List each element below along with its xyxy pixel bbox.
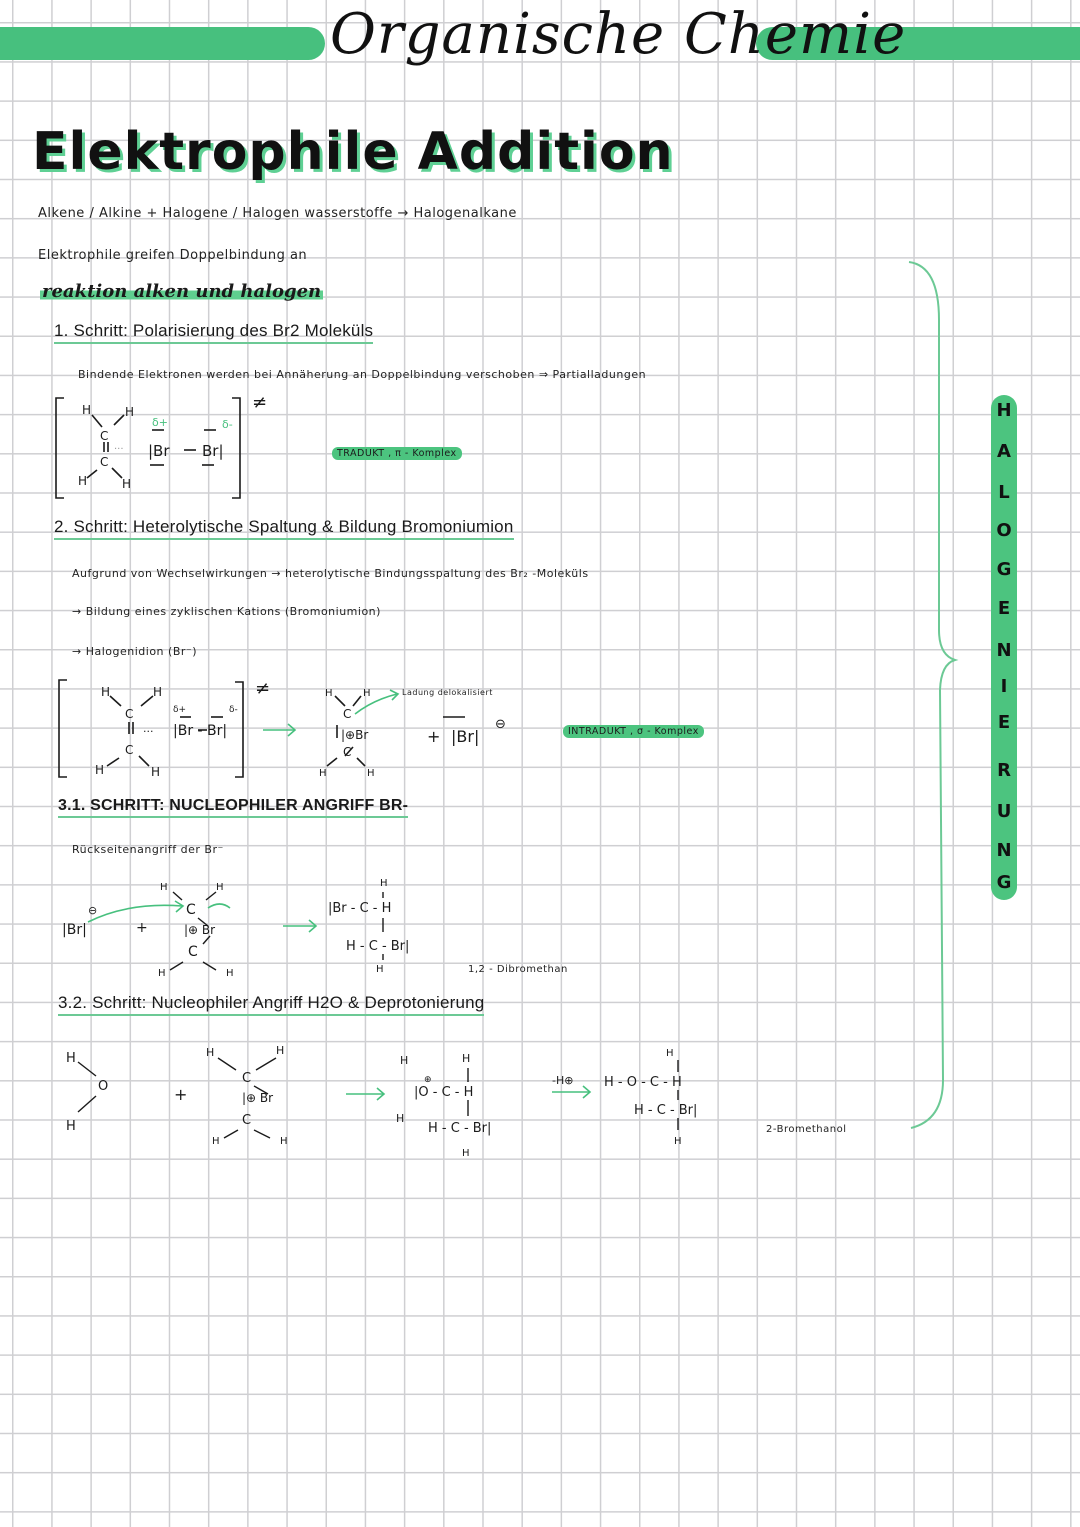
svg-text:H: H [158,968,166,979]
svg-text:δ+: δ+ [152,416,168,429]
svg-text:δ+: δ+ [173,705,187,715]
svg-text:|Br - C - H: |Br - C - H [328,901,392,916]
svg-text:|Br|: |Br| [451,727,480,746]
svg-text:C: C [100,455,109,469]
step-1-structure [52,390,292,505]
svg-text:H: H [78,474,88,488]
step-2-title: 2. Schritt: Heterolytische Spaltung & Bildung Bromoniumion [54,517,514,540]
step-1-text: Bindende Elektronen werden bei Annäherung an Doppelbindung verschoben ⇒ Partialladungen [78,368,647,381]
svg-text:C: C [343,707,352,721]
svg-text:δ-: δ- [229,705,238,715]
step-2-badge: INTRADUKT , σ - Komplex [563,725,704,738]
svg-text:|⊕ Br: |⊕ Br [184,923,216,937]
svg-text:H - C - Br|: H - C - Br| [634,1103,698,1118]
svg-text:···: ··· [114,444,124,455]
svg-text:C: C [188,944,198,960]
svg-text:O: O [98,1079,109,1094]
svg-text:C: C [242,1071,252,1086]
svg-text:+: + [136,920,148,936]
sidebar-letter: U [996,801,1012,822]
svg-text:H: H [363,688,371,699]
sidebar-letter: E [997,712,1011,733]
svg-text:H: H [66,1051,76,1066]
svg-text:H: H [400,1054,409,1067]
svg-text:H: H [462,1148,470,1159]
step-3-2-title: 3.2. Schritt: Nucleophiler Angriff H2O & Deprotonierung [58,993,484,1016]
svg-text:H: H [101,685,111,699]
curly-brace [905,260,965,1135]
step-2-text-1: Aufgrund von Wechselwirkungen → heterolytische Bindungsspaltung des Br₂ -Moleküls [72,567,589,580]
svg-text:|Br: |Br [148,442,170,460]
svg-text:⊖: ⊖ [88,904,98,917]
intro-line-1: Alkene / Alkine + Halogene / Halogen wasserstoffe → Halogenalkane [38,206,517,221]
sidebar-letter: R [997,760,1011,781]
main-heading: Elektrophile Addition [32,122,674,182]
step-2-text-3: → Halogenidion (Br⁻) [72,645,197,658]
svg-text:|Br - Br|: |Br - Br| [173,723,228,739]
highlight-subtitle: reaktion alken und halogen [42,281,322,302]
step-1-title: 1. Schritt: Polarisierung des Br2 Moleküls [54,321,373,344]
svg-text:H: H [280,1136,288,1147]
svg-text:H: H [380,878,388,889]
svg-text:⊕: ⊕ [424,1075,432,1085]
sidebar-letter: N [996,840,1012,861]
svg-text:H: H [151,765,161,779]
sidebar-letter: H [996,400,1012,421]
svg-text:H - O - C - H: H - O - C - H [604,1075,682,1090]
sidebar-letter: E [997,598,1011,619]
svg-text:|⊕Br: |⊕Br [341,728,369,742]
svg-text:H - C - Br|: H - C - Br| [346,939,410,954]
svg-text:H: H [216,882,224,893]
svg-text:C: C [242,1113,252,1128]
svg-text:H: H [396,1112,405,1125]
svg-text:H: H [674,1136,682,1147]
svg-text:H: H [122,477,132,491]
sidebar-letter: A [997,441,1011,462]
svg-text:≠: ≠ [255,678,271,699]
svg-text:+: + [427,727,441,746]
svg-text:|Br|: |Br| [62,922,87,938]
svg-text:H - C - Br|: H - C - Br| [428,1121,492,1136]
svg-text:|⊕ Br: |⊕ Br [242,1091,274,1105]
svg-text:H: H [325,688,333,699]
step-3-2-product-name: 2-Bromethanol [766,1124,847,1135]
svg-text:C: C [186,902,196,918]
svg-text:⊖: ⊖ [495,717,506,732]
svg-text:H: H [160,882,168,893]
svg-text:C: C [100,429,109,443]
sidebar-letter: I [1000,676,1008,697]
svg-text:H: H [153,685,163,699]
svg-text:H: H [82,403,92,417]
step-1-badge: TRADUKT , π - Komplex [332,447,462,460]
svg-text:···: ··· [143,725,154,738]
header-bar-left [0,27,325,60]
svg-text:C: C [125,707,134,721]
svg-text:H: H [212,1136,220,1147]
svg-text:H: H [462,1052,471,1065]
svg-text:H: H [367,768,375,779]
svg-text:H: H [125,405,135,419]
step-3-1-reaction [58,872,458,982]
svg-text:+: + [174,1085,188,1104]
svg-text:|O - C - H: |O - C - H [414,1085,474,1100]
step-3-1-title: 3.1. SCHRITT: NUCLEOPHILER ANGRIFF BR- [58,797,408,818]
sidebar-letter: O [996,520,1012,541]
step-2-text-2: → Bildung eines zyklischen Kations (Bromoniumion) [72,605,381,618]
sidebar-letter: G [996,559,1012,580]
svg-text:H: H [95,763,105,777]
svg-text:C: C [343,745,352,759]
svg-text:H: H [666,1048,674,1059]
step-3-2-reaction [58,1040,758,1160]
sidebar-letter: G [996,872,1012,893]
svg-text:H: H [226,968,234,979]
step-3-1-text: Rückseitenangriff der Br⁻ [72,843,224,856]
sidebar-letter: L [998,482,1010,503]
step-3-1-product-name: 1,2 - Dibromethan [468,964,568,975]
page-title: Organische Chemie [330,2,907,67]
sidebar-letter: N [996,640,1012,661]
svg-text:H: H [276,1044,285,1057]
svg-text:H: H [319,768,327,779]
step-2-annotation: Ladung delokalisiert [402,688,493,697]
svg-text:≠: ≠ [252,392,268,413]
svg-text:H: H [376,964,384,975]
svg-text:H: H [66,1119,76,1134]
svg-text:δ-: δ- [222,418,233,431]
svg-text:-H⊕: -H⊕ [552,1074,574,1087]
svg-text:H: H [206,1046,215,1059]
intro-line-2: Elektrophile greifen Doppelbindung an [38,248,308,263]
svg-text:Br|: Br| [202,442,224,460]
svg-text:C: C [125,743,134,757]
